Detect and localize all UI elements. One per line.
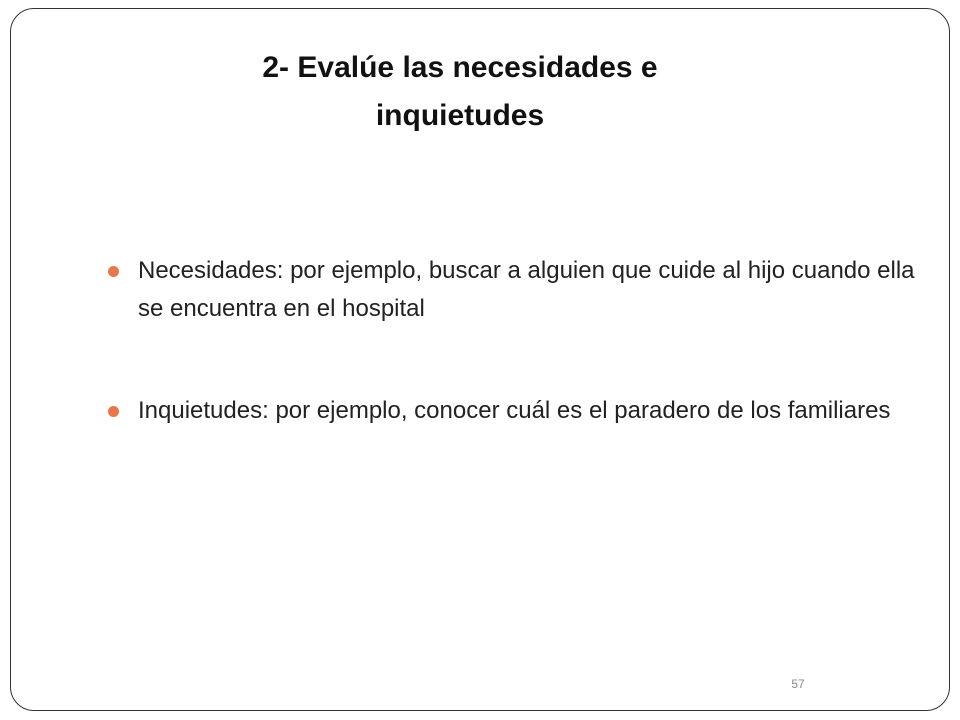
bullet-dot-icon	[108, 266, 119, 277]
bullet-text-concerns: Inquietudes: por ejemplo, conocer cuál es el paradero de los familiares	[138, 397, 891, 424]
page-number: 57	[791, 677, 805, 691]
title-line-2: inquietudes	[375, 99, 545, 132]
slide-title	[160, 44, 760, 140]
bullet-item-needs	[108, 252, 938, 328]
bullet-item-concerns	[108, 392, 938, 430]
bullet-list	[108, 252, 938, 494]
title-line-1: 2- Evalúe las necesidades e	[262, 51, 658, 84]
bullet-text-needs: Necesidades: por ejemplo, buscar a alguien que cuide al hijo cuando ella se encuentra en el hospital	[138, 257, 915, 322]
bullet-dot-icon	[108, 406, 119, 417]
